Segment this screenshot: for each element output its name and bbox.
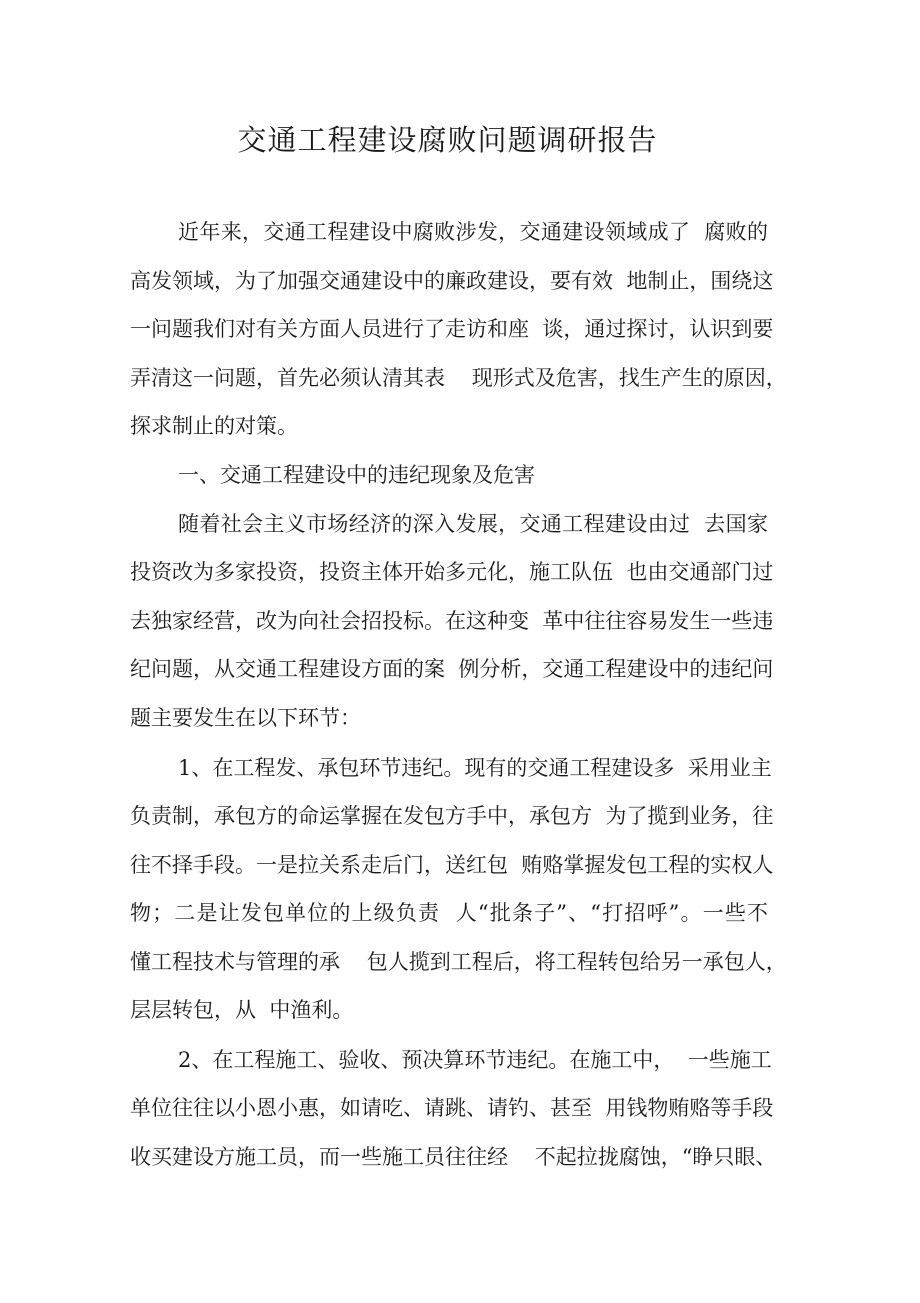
item-2-line-3: 收买建设方施工员，而一些施工员往往经 不起拉拢腐蚀，“睁只眼、 [130, 1145, 777, 1169]
paragraph-2-line-1: 随着社会主义市场经济的深入发展，交通工程建设由过 去国家 [178, 512, 768, 536]
item-2-line-2: 单位往往以小恩小惠，如请吃、请跳、请钓、甚至 用钱物贿赂等手段 [130, 1096, 774, 1120]
paragraph-2-line-4: 纪问题，从交通工程建设方面的案 例分析，交通工程建设中的违纪问 [130, 657, 774, 681]
section-heading-1: 一、交通工程建设中的违纪现象及危害 [178, 463, 535, 487]
paragraph-1-line-3: 一问题我们对有关方面人员进行了走访和座 谈，通过探讨，认识到要 [130, 317, 774, 341]
page-title: 交通工程建设腐败问题调研报告 [237, 123, 658, 157]
item-1-line-5: 懂工程技术与管理的承 包人揽到工程后，将工程转包给另一承包人， [130, 950, 787, 974]
paragraph-2-line-3: 去独家经营，改为向社会招投标。在这种变 革中往往容易发生一些违 [130, 609, 774, 633]
item-1-line-2: 负责制，承包方的命运掌握在发包方手中，承包方 为了揽到业务，往 [130, 804, 774, 828]
item-1-line-4: 物；二是让发包单位的上级负责 人“批条子”、“打招呼”。一些不 [130, 901, 768, 925]
item-2-line-1: 2、在工程施工、验收、预决算环节违纪。在施工中， 一些施工 [178, 1048, 772, 1072]
paragraph-1-line-2: 高发领域，为了加强交通建设中的廉政建设，要有效 地制止，围绕这 [130, 269, 774, 293]
paragraph-1-line-5: 探求制止的对策。 [130, 414, 298, 438]
paragraph-2-line-2: 投资改为多家投资，投资主体开始多元化，施工队伍 也由交通部门过 [130, 560, 774, 584]
item-1-line-6: 层层转包，从 中渔利。 [130, 998, 354, 1022]
item-1-line-3: 往不择手段。一是拉关系走后门，送红包 贿赂掌握发包工程的实权人 [130, 853, 774, 877]
paragraph-1-line-4: 弄清这一问题，首先必须认清其表 现形式及危害，找生产生的原因， [130, 366, 787, 390]
paragraph-2-line-5: 题主要发生在以下环节： [130, 706, 361, 730]
item-1-line-1: 1、在工程发、承包环节违纪。现有的交通工程建设多 采用业主 [178, 756, 772, 780]
paragraph-1-line-1: 近年来，交通工程建设中腐败涉发，交通建设领域成了 腐败的 [178, 220, 768, 244]
